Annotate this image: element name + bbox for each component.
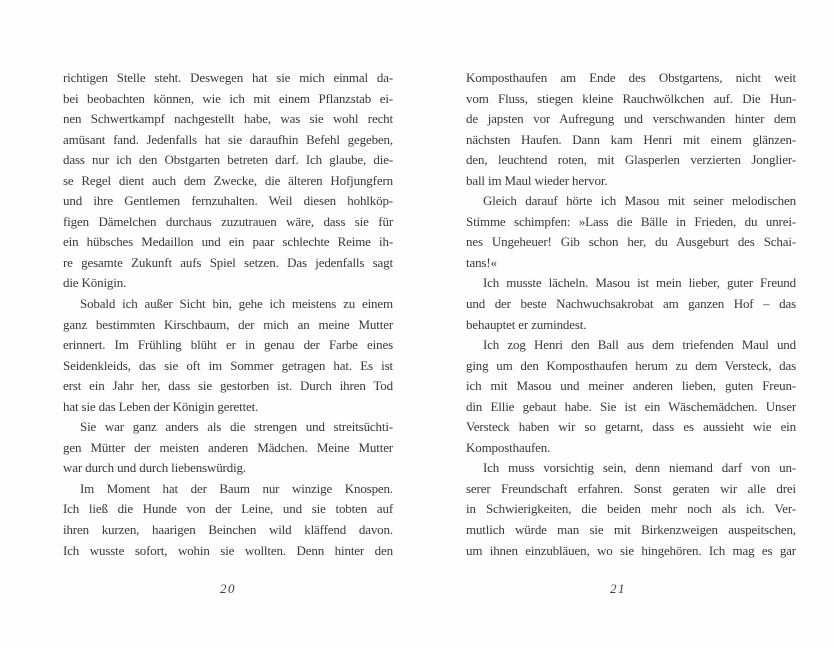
text-line: nes Ungeheuer! Gib schon her, du Ausgeburt des Schai- <box>466 234 796 250</box>
text-line: erst ein Jahr her, dass sie gestorben ist. Durch ihren Tod <box>63 378 393 394</box>
text-line: vom Fluss, stiegen kleine Rauchwölkchen auf. Die Hun- <box>466 90 796 106</box>
text-line: Sie war ganz anders als die strengen und streitsüchti- <box>80 419 393 435</box>
text-line: Komposthaufen. <box>466 439 551 455</box>
text-line: amüsant fand. Jedenfalls hat sie daraufhin Befehl gegeben, <box>63 131 393 147</box>
text-line: figen Dämelchen durchaus zuzutrauen wäre, dass sie für <box>63 213 393 229</box>
text-line: und ihre Gentlemen fernzuhalten. Weil diesen hohlköp- <box>63 193 393 209</box>
text-line: Sobald ich außer Sicht bin, gehe ich meistens zu einem <box>80 296 393 312</box>
text-line: Ich ließ die Hunde von der Leine, und sie tobten auf <box>63 501 393 517</box>
page-left-text-column <box>63 68 393 561</box>
text-line: Seidenkleids, das sie oft im Sommer getragen hat. Es ist <box>63 357 393 373</box>
text-line: Versteck haben wir so getarnt, dass es aussieht wie ein <box>466 419 796 435</box>
text-line: Ich zog Henri den Ball aus dem triefenden Maul und <box>483 337 796 353</box>
text-line: tans!« <box>466 254 497 270</box>
text-line: dass nur ich den Obstgarten betreten darf. Ich glaube, die- <box>63 152 393 168</box>
text-line: bei beobachten können, wie ich mit einem Pflanzstab ei- <box>63 90 393 106</box>
text-line: erinnert. Im Frühling blüht er in genau der Farbe eines <box>63 337 393 353</box>
text-line: mutlich würde man sie mit Birkenzweigen auspeitschen, <box>466 522 796 538</box>
text-line: hat sie das Leben der Königin gerettet. <box>63 398 259 414</box>
text-line: ganz bestimmten Kirschbaum, der mich an meine Mutter <box>63 316 393 332</box>
page-number-left: 20 <box>220 581 236 596</box>
text-line: ich mit Masou und meiner anderen lieben, guten Freun- <box>466 378 796 394</box>
text-line: und der beste Nachwuchsakrobat am ganzen Hof – das <box>466 296 796 312</box>
text-line: richtigen Stelle steht. Deswegen hat sie mich einmal da- <box>63 70 393 85</box>
text-line: ball im Maul wieder hervor. <box>466 172 608 188</box>
text-line: Komposthaufen am Ende des Obstgartens, nicht weit <box>466 70 796 85</box>
text-line: serer Freundschaft erfahren. Sonst geraten wir alle drei <box>466 480 796 496</box>
text-line: ging um den Komposthaufen herum zu dem Versteck, das <box>466 357 796 373</box>
text-line: ihren kurzen, haarigen Beinchen wild kläffend davon. <box>63 522 393 538</box>
text-line: Im Moment hat der Baum nur winzige Knospen. <box>80 480 393 496</box>
text-line: Ich muss vorsichtig sein, denn niemand darf von un- <box>483 460 796 476</box>
text-line: Ich wusste sofort, wohin sie wollten. Denn hinter den <box>63 542 393 558</box>
text-line: gen Mütter der meisten anderen Mädchen. Meine Mutter <box>63 439 393 455</box>
text-line: nächsten Haufen. Dann kam Henri mit einem glänzen- <box>466 131 796 147</box>
text-line: war durch und durch liebenswürdig. <box>63 460 246 476</box>
text-line: din Ellie gebaut habe. Sie ist ein Wäschemädchen. Unser <box>466 398 796 414</box>
page-right-text-column <box>466 68 796 561</box>
text-line: die Königin. <box>63 275 127 291</box>
text-line: in Schwierigkeiten, die beiden mehr noch als ich. Ver- <box>466 501 796 517</box>
text-line: Ich musste lächeln. Masou ist mein lieber, guter Freund <box>483 275 796 291</box>
text-line: re gesamte Zukunft aufs Spiel setzen. Das jedenfalls sagt <box>63 254 393 270</box>
text-line: se Regel dient auch dem Zwecke, die älteren Hofjungfern <box>63 172 393 188</box>
page-number-right: 21 <box>610 581 626 596</box>
text-line: behauptet er zumindest. <box>466 316 587 332</box>
text-line: ein hübsches Medaillon und ein paar schlechte Reime ih- <box>63 234 393 250</box>
text-line: Stimme schimpfen: »Lass die Bälle in Frieden, du unrei- <box>466 213 796 229</box>
text-line: den, leuchtend roten, mit Glasperlen verzierten Jonglier- <box>466 152 796 168</box>
text-line: Gleich darauf hörte ich Masou mit seiner melodischen <box>483 193 796 209</box>
text-line: de japsten vor Aufregung und verschwanden hinter dem <box>466 111 796 127</box>
text-line: nen Schwertkampf nachgestellt habe, was sie wohl recht <box>63 111 393 127</box>
text-line: um ihnen einzubläuen, wo sie hingehören. Ich mag es gar <box>466 542 796 558</box>
